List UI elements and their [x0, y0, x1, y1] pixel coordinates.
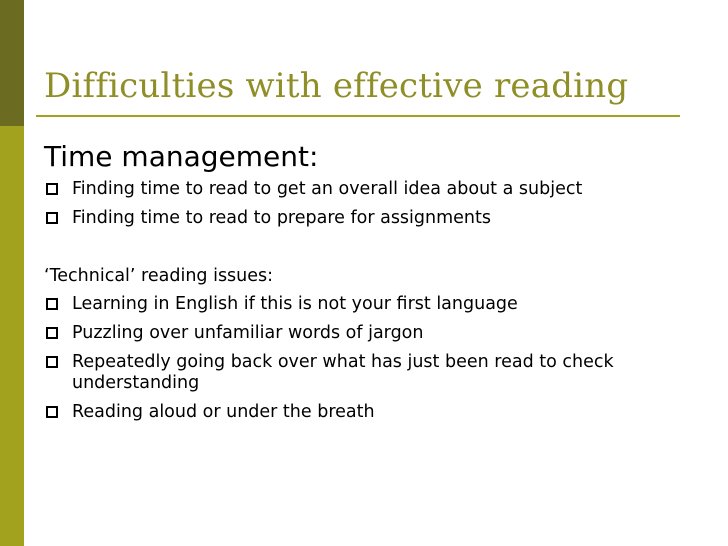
list-item	[44, 294, 684, 315]
list-item	[44, 352, 684, 394]
list-item-text: Learning in English if this is not your first language	[72, 294, 518, 314]
list-item-text: Finding time to read to prepare for assignments	[72, 208, 492, 228]
square-bullet-icon	[46, 298, 58, 310]
side-bar-top	[0, 0, 24, 126]
time-management-list	[44, 179, 582, 237]
square-bullet-icon	[46, 406, 58, 418]
slide-title: Difficulties with effective reading	[44, 66, 629, 106]
list-item-text: Puzzling over unfamiliar words of jargon	[72, 323, 424, 343]
title-divider	[36, 115, 680, 117]
list-item	[44, 179, 582, 200]
square-bullet-icon	[46, 327, 58, 339]
list-item	[44, 208, 582, 229]
technical-issues-list	[44, 294, 684, 431]
section-heading: Time management:	[44, 140, 319, 173]
list-item	[44, 402, 684, 423]
technical-subheading: ‘Technical’ reading issues:	[44, 266, 274, 286]
list-item	[44, 323, 684, 344]
side-bar-bottom	[0, 126, 24, 546]
square-bullet-icon	[46, 212, 58, 224]
list-item-text: Finding time to read to get an overall idea about a subject	[72, 179, 583, 199]
list-item-text: Repeatedly going back over what has just been read to check understanding	[72, 352, 614, 393]
square-bullet-icon	[46, 183, 58, 195]
list-item-text: Reading aloud or under the breath	[72, 402, 375, 422]
square-bullet-icon	[46, 356, 58, 368]
